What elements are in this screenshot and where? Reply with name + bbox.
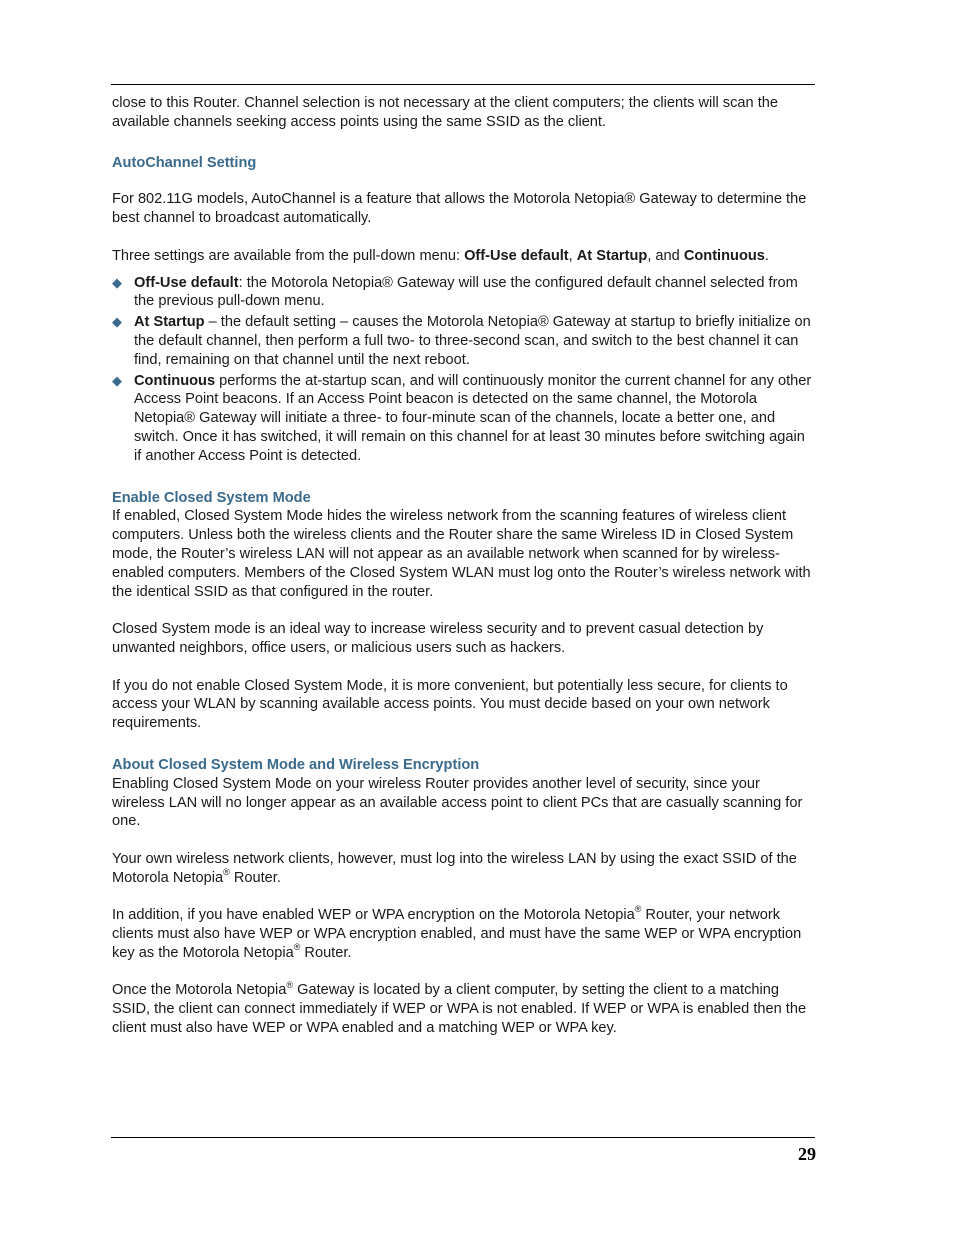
closed-system-paragraph-2: Closed System mode is an ideal way to increase wireless security and to prevent casual detection by unwanted neighbors, office users, or malicious users such as hackers. bbox=[112, 621, 764, 656]
list-item: ◆ At Startup – the default setting – causes the Motorola Netopia® Gateway at startup to briefly initialize on the default channel, then perform a full two- to three-second scan, and switch to the best channel it can find, remaining on that channel until the next reboot. bbox=[112, 314, 811, 368]
footer-rule bbox=[111, 1137, 815, 1138]
page-body bbox=[112, 94, 815, 1038]
list-item: ◆ Continuous performs the at-startup scan, and will continuously monitor the current channel for any other Access Point beacons. If an Access Point beacon is detected on the same channel, the Motorola Netopia® Gateway will initiate a three- to four-minute scan of the channels, locate a better one, and switch. Once it has switched, it will remain on this channel for at least 30 minutes before switching again if another Access Point is detected. bbox=[112, 372, 812, 464]
intro-paragraph: close to this Router. Channel selection is not necessary at the client computers; the clients will scan the available channels seeking access points using the same SSID as the client. bbox=[112, 95, 778, 130]
closed-system-paragraph-3: If you do not enable Closed System Mode, it is more convenient, but potentially less secure, for clients to access your WLAN by scanning available access points. You must decide based on your own network requirements. bbox=[112, 677, 788, 732]
diamond-bullet-icon: ◆ bbox=[112, 314, 122, 330]
encryption-paragraph-1: Enabling Closed System Mode on your wireless Router provides another level of security, since your wireless LAN will no longer appear as an available access point to client PCs that are casually scanning for one. bbox=[112, 775, 803, 830]
diamond-bullet-icon: ◆ bbox=[112, 372, 122, 388]
closed-system-heading: Enable Closed System Mode bbox=[112, 489, 311, 506]
diamond-bullet-icon: ◆ bbox=[112, 274, 122, 290]
encryption-paragraph-3: In addition, if you have enabled WEP or WPA encryption on the Motorola Netopia® Router, your network clients must also have WEP or WPA encryption enabled, and must have the same WEP or WPA encryption key as the Motorola Netopia® Router. bbox=[112, 904, 802, 961]
list-item: ◆ Off-Use default: the Motorola Netopia® Gateway will use the configured default channel selected from the previous pull-down menu. bbox=[112, 274, 798, 310]
autochannel-heading: AutoChannel Setting bbox=[112, 154, 257, 171]
page-number: 29 bbox=[798, 1144, 816, 1164]
encryption-paragraph-4: Once the Motorola Netopia® Gateway is located by a client computer, by setting the client to a matching SSID, the client can connect immediately if WEP or WPA is not enabled. If WEP or WPA is enabled then the client must also have WEP or WPA enabled and a matching WEP or WPA key. bbox=[112, 979, 807, 1037]
header-rule bbox=[111, 84, 815, 85]
autochannel-paragraph-2: Three settings are available from the pull-down menu: Off-Use default, At Startup, and Continuous. bbox=[112, 247, 769, 264]
encryption-heading: About Closed System Mode and Wireless Encryption bbox=[112, 756, 480, 773]
autochannel-paragraph-1: For 802.11G models, AutoChannel is a feature that allows the Motorola Netopia® Gateway to determine the best channel to broadcast automatically. bbox=[112, 191, 807, 227]
closed-system-paragraph-1: If enabled, Closed System Mode hides the wireless network from the scanning features of wireless client computers. Unless both the wireless clients and the Router share the same Wireless ID in Closed System mode, the Router’s wireless LAN will not appear as an available network when scanned for by wireless-enabled computers. Members of the Closed System WLAN must log onto the Router’s wireless network with the identical SSID as that configured in the router. bbox=[112, 508, 811, 600]
encryption-paragraph-2: Your own wireless network clients, however, must log into the wireless LAN by using the exact SSID of the Motorola Netopia® Router. bbox=[112, 850, 797, 886]
autochannel-options-list bbox=[112, 274, 815, 466]
